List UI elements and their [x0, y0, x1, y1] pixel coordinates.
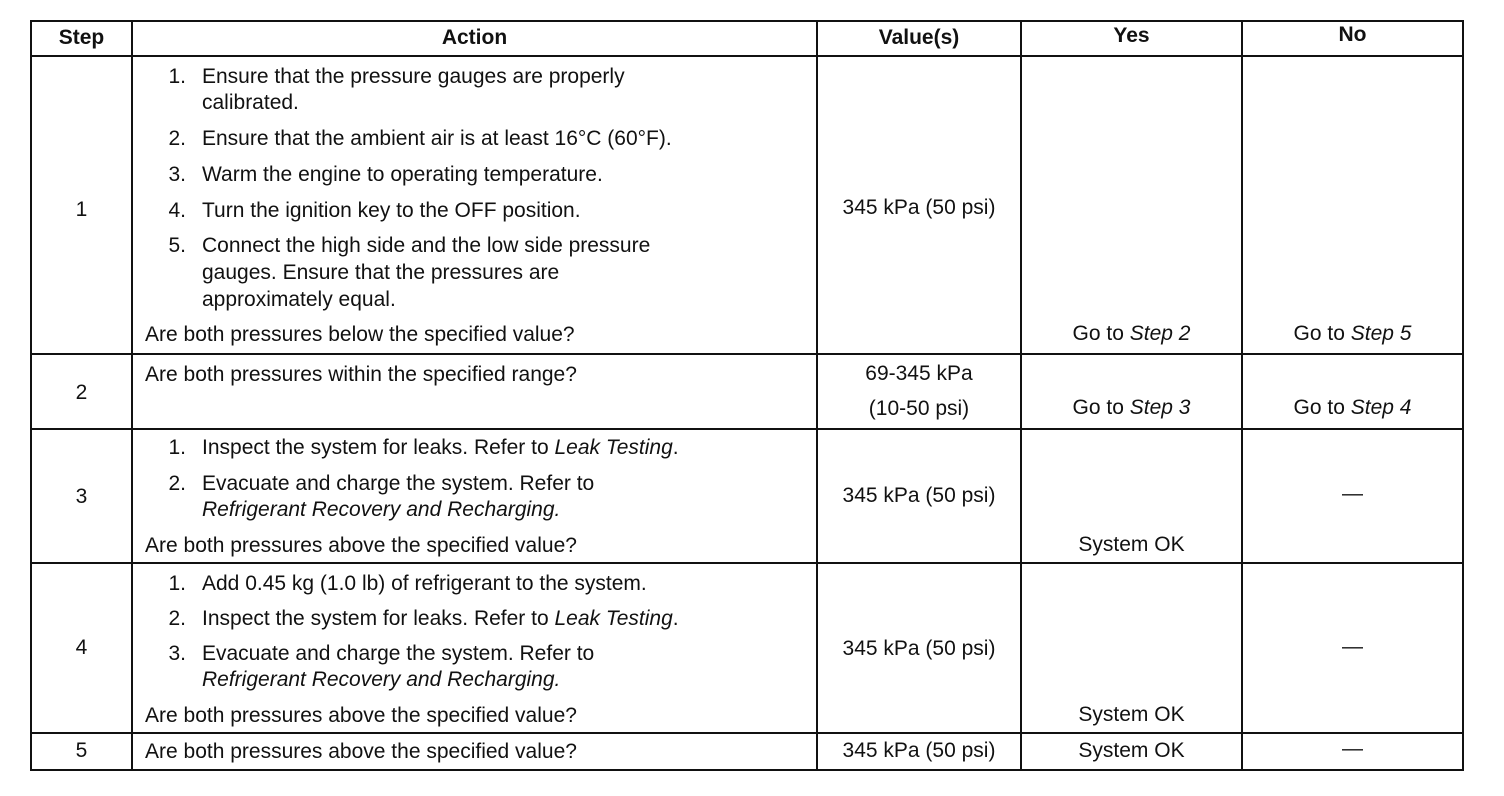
list-item-text: Evacuate and charge the system. Refer to — [202, 472, 595, 495]
diagnostic-table — [30, 20, 1464, 771]
no-action: Go to Step 5 — [1293, 322, 1412, 345]
list-item-text: Refrigerant Recovery and Recharging. — [202, 668, 561, 691]
list-item-text: gauges. Ensure that the pressures are — [202, 261, 560, 284]
no-action: Go to Step 4 — [1293, 396, 1412, 419]
header-yes: Yes — [1113, 24, 1150, 47]
step-reference: Step 5 — [1350, 322, 1412, 345]
question-text: Are both pressures above the specified value? — [145, 534, 577, 557]
list-item-number: 1. — [168, 572, 186, 595]
step-number: 3 — [75, 485, 88, 508]
value-text: 345 kPa (50 psi) — [842, 637, 996, 660]
document-reference: Refrigerant Recovery and Recharging — [202, 498, 555, 521]
list-item-number: 3. — [168, 642, 186, 665]
question-text: Are both pressures above the specified value? — [145, 740, 577, 763]
list-item-number: 2. — [168, 472, 186, 495]
header-values: Value(s) — [878, 26, 960, 49]
yes-action: Go to Step 3 — [1072, 396, 1191, 419]
list-item-text: Turn the ignition key to the OFF position. — [202, 199, 581, 222]
step-reference: Step 4 — [1350, 396, 1412, 419]
table-border-right — [1462, 20, 1464, 771]
question-text: Are both pressures below the specified value? — [145, 323, 575, 346]
document-reference: Refrigerant Recovery and Recharging — [202, 668, 555, 691]
step-reference: Step 3 — [1129, 396, 1191, 419]
list-item-text: Warm the engine to operating temperature. — [202, 163, 603, 186]
header-step: Step — [58, 26, 105, 49]
list-item-text: approximately equal. — [202, 288, 396, 311]
list-item-number: 1. — [168, 436, 186, 459]
value-text: 345 kPa (50 psi) — [842, 739, 996, 762]
step-reference: Step 2 — [1129, 322, 1191, 345]
yes-action: System OK — [1078, 703, 1185, 726]
document-reference: Leak Testing — [554, 436, 673, 459]
step-number: 5 — [75, 739, 88, 762]
list-item-number: 3. — [168, 163, 186, 186]
list-item-text: Connect the high side and the low side pressure — [202, 234, 651, 257]
row-divider — [30, 353, 1464, 355]
no-action: — — [1342, 737, 1363, 760]
row-divider — [30, 428, 1464, 430]
list-item-number: 5. — [168, 234, 186, 257]
list-item-number: 4. — [168, 199, 186, 222]
question-text: Are both pressures within the specified range? — [145, 363, 577, 386]
list-item-text: Inspect the system for leaks. Refer to Leak Testing. — [202, 607, 679, 630]
step-number: 1 — [75, 198, 88, 221]
value-text: 345 kPa (50 psi) — [842, 484, 996, 507]
list-item-text: Inspect the system for leaks. Refer to Leak Testing. — [202, 436, 679, 459]
list-item-text: Add 0.45 kg (1.0 lb) of refrigerant to the system. — [202, 572, 647, 595]
step-number: 2 — [75, 381, 88, 404]
yes-action: System OK — [1078, 739, 1185, 762]
list-item-text: Refrigerant Recovery and Recharging. — [202, 498, 561, 521]
yes-action: Go to Step 2 — [1072, 322, 1191, 345]
step-number: 4 — [75, 636, 88, 659]
list-item-number: 1. — [168, 65, 186, 88]
column-divider — [131, 20, 133, 771]
question-text: Are both pressures above the specified value? — [145, 704, 577, 727]
header-no: No — [1338, 23, 1367, 46]
value-text: 69-345 kPa — [865, 362, 973, 385]
no-action: — — [1342, 635, 1363, 658]
row-divider — [30, 732, 1464, 734]
header-divider — [30, 55, 1464, 57]
list-item-text: Evacuate and charge the system. Refer to — [202, 642, 595, 665]
list-item-text: calibrated. — [202, 91, 299, 114]
list-item-text: Ensure that the pressure gauges are properly — [202, 65, 625, 88]
value-text: (10-50 psi) — [868, 397, 970, 420]
yes-action: System OK — [1078, 533, 1185, 556]
list-item-number: 2. — [168, 127, 186, 150]
table-border-bottom — [30, 769, 1464, 771]
row-divider — [30, 562, 1464, 564]
value-text: 345 kPa (50 psi) — [842, 196, 996, 219]
no-action: — — [1342, 482, 1363, 505]
list-item-number: 2. — [168, 607, 186, 630]
list-item-text: Ensure that the ambient air is at least 16°C (60°F). — [202, 127, 672, 150]
document-reference: Leak Testing — [554, 607, 673, 630]
header-action: Action — [441, 26, 508, 49]
